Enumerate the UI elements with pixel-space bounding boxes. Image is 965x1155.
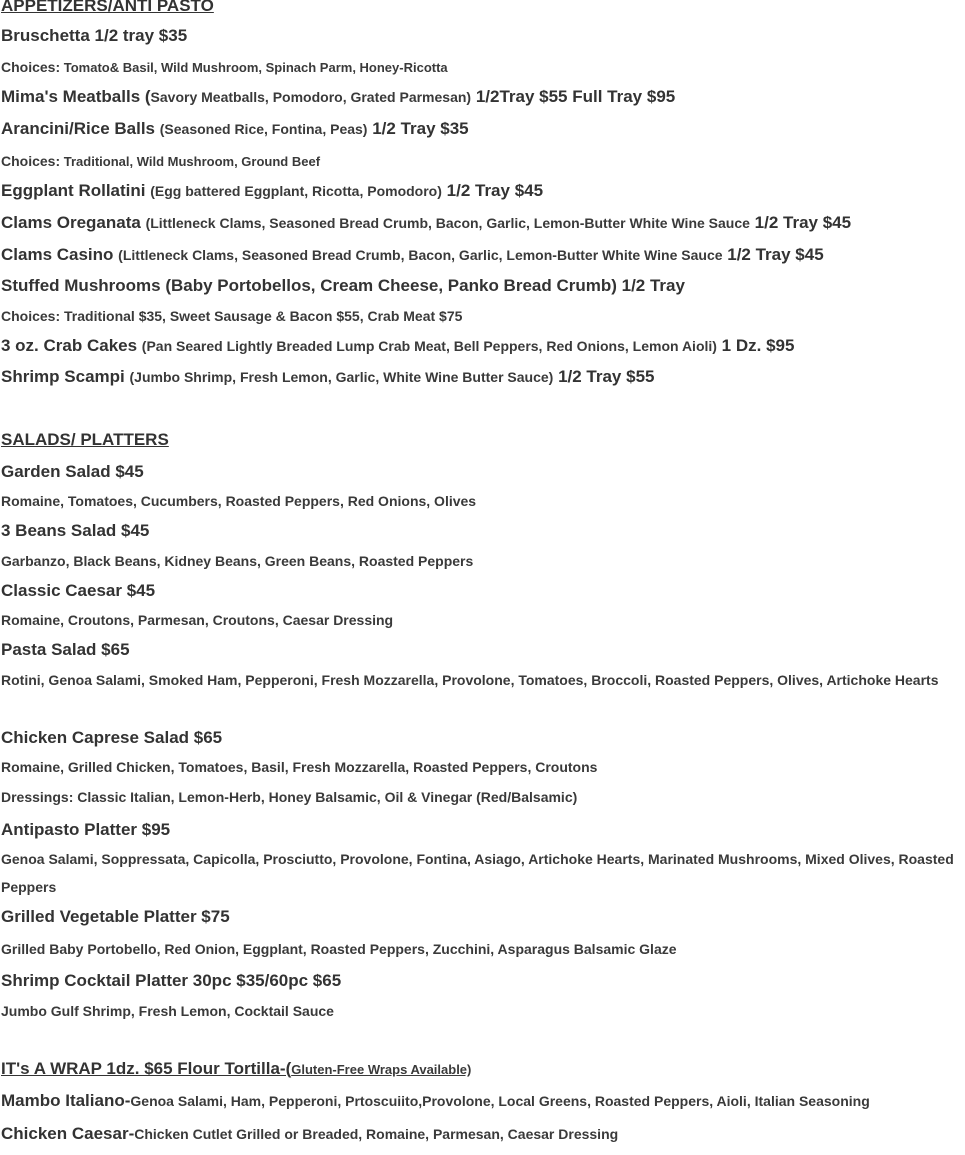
item-description: Chicken Cutlet Grilled or Breaded, Romaine, Parmesan, Caesar Dressing	[134, 1126, 619, 1142]
item-name: Eggplant Rollatini	[1, 181, 146, 200]
item-name: Clams Oreganata	[1, 213, 141, 232]
item-price: 1/2Tray $55 Full Tray $95	[475, 87, 676, 106]
item-name: 3 oz. Crab Cakes	[1, 336, 138, 355]
menu-item-crab-cakes	[1, 336, 794, 356]
item-price: 1/2 Tray $55	[558, 367, 655, 386]
item-description: (Egg battered Eggplant, Ricotta, Pomodoro)	[150, 183, 442, 199]
mushrooms-choices: Choices: Traditional $35, Sweet Sausage & Bacon $55, Crab Meat $75	[1, 308, 463, 324]
pasta-salad-description: Rotini, Genoa Salami, Smoked Ham, Pepperoni, Fresh Mozzarella, Provolone, Tomatoes, Broccoli, Roasted Peppers, Olives, Artichoke Hearts	[1, 672, 939, 688]
item-description: Savory Meatballs, Pomodoro, Grated Parmesan)	[150, 89, 472, 105]
menu-item-antipasto-platter: Antipasto Platter $95	[1, 820, 171, 839]
menu-item-arancini	[1, 119, 469, 139]
menu-item-chicken-caesar-wrap	[1, 1124, 618, 1144]
item-price: 1/2 Tray $45	[446, 181, 544, 200]
item-price: 1 Dz. $95	[721, 336, 795, 355]
menu-item-clams-oreganata	[1, 213, 851, 233]
antipasto-platter-description: Genoa Salami, Soppressata, Capicolla, Prosciutto, Provolone, Fontina, Asiago, Artichoke Hearts, Marinated Mushrooms, Mixed Olives, Roasted Peppers	[1, 851, 954, 895]
item-description: (Jumbo Shrimp, Fresh Lemon, Garlic, White Wine Butter Sauce)	[129, 369, 554, 385]
choices-label: Choices:	[1, 59, 61, 75]
item-name: Chicken Caesar-	[1, 1124, 135, 1143]
dressings-list: Dressings: Classic Italian, Lemon-Herb, Honey Balsamic, Oil & Vinegar (Red/Balsamic)	[1, 789, 578, 805]
choices-list: Tomato& Basil, Wild Mushroom, Spinach Parm, Honey-Ricotta	[63, 60, 448, 75]
item-price: 1/2 Tray $45	[754, 213, 852, 232]
choices-label: Choices:	[1, 153, 61, 169]
menu-item-shrimp-scampi	[1, 367, 654, 387]
chicken-caprese-description: Romaine, Grilled Chicken, Tomatoes, Basil, Fresh Mozzarella, Roasted Peppers, Croutons	[1, 759, 598, 775]
menu-item-eggplant	[1, 181, 543, 201]
menu-item-pasta-salad: Pasta Salad $65	[1, 640, 130, 659]
menu-item-garden-salad: Garden Salad $45	[1, 462, 144, 481]
item-description: Genoa Salami, Ham, Pepperoni, Prtoscuiito,Provolone, Local Greens, Roasted Peppers, Aioli, Italian Seasoning	[130, 1093, 870, 1109]
grilled-vegetable-description: Grilled Baby Portobello, Red Onion, Eggplant, Roasted Peppers, Zucchini, Asparagus Balsamic Glaze	[1, 941, 677, 957]
menu-item-chicken-caprese: Chicken Caprese Salad $65	[1, 728, 223, 747]
menu-item-meatballs	[1, 87, 675, 107]
menu-item-beans-salad: 3 Beans Salad $45	[1, 521, 150, 540]
choices-list: Traditional, Wild Mushroom, Ground Beef	[63, 154, 321, 169]
item-description: (Seasoned Rice, Fontina, Peas)	[159, 121, 368, 137]
menu-item-mambo-italiano	[1, 1091, 870, 1111]
item-name: Clams Casino	[1, 245, 114, 264]
menu-item-classic-caesar: Classic Caesar $45	[1, 581, 156, 600]
beans-salad-description: Garbanzo, Black Beans, Kidney Beans, Green Beans, Roasted Peppers	[1, 553, 474, 569]
wraps-heading-title: IT's A WRAP 1dz. $65 Flour Tortilla-(	[1, 1059, 292, 1078]
bruschetta-choices	[1, 59, 448, 75]
salads-heading: SALADS/ PLATTERS	[1, 430, 169, 449]
menu-item-stuffed-mushrooms: Stuffed Mushrooms (Baby Portobellos, Cream Cheese, Panko Bread Crumb) 1/2 Tray	[1, 276, 685, 295]
wraps-heading-note: Gluten-Free Wraps Available)	[291, 1062, 472, 1077]
item-name: Mima's Meatballs (	[1, 87, 151, 106]
item-price: 1/2 Tray $35	[372, 119, 469, 138]
item-description: (Pan Seared Lightly Breaded Lump Crab Meat, Bell Peppers, Red Onions, Lemon Aioli)	[141, 338, 717, 354]
item-name: Mambo Italiano-	[1, 1091, 131, 1110]
menu-item-bruschetta: Bruschetta 1/2 tray $35	[1, 26, 188, 45]
menu-item-grilled-vegetable-platter: Grilled Vegetable Platter $75	[1, 907, 230, 926]
menu-item-shrimp-cocktail-platter: Shrimp Cocktail Platter 30pc $35/60pc $65	[1, 971, 342, 990]
garden-salad-description: Romaine, Tomatoes, Cucumbers, Roasted Peppers, Red Onions, Olives	[1, 493, 477, 509]
shrimp-cocktail-description: Jumbo Gulf Shrimp, Fresh Lemon, Cocktail Sauce	[1, 1003, 334, 1019]
item-name: Arancini/Rice Balls	[1, 119, 156, 138]
arancini-choices	[1, 153, 320, 169]
classic-caesar-description: Romaine, Croutons, Parmesan, Croutons, Caesar Dressing	[1, 612, 394, 628]
appetizers-heading: APPETIZERS/ANTI PASTO	[1, 0, 214, 15]
item-description: (Littleneck Clams, Seasoned Bread Crumb, Bacon, Garlic, Lemon-Butter White Wine Sauce	[118, 247, 723, 263]
menu-item-clams-casino	[1, 245, 824, 265]
item-name: Shrimp Scampi	[1, 367, 125, 386]
item-price: 1/2 Tray $45	[727, 245, 824, 264]
wraps-heading	[1, 1059, 471, 1079]
item-description: (Littleneck Clams, Seasoned Bread Crumb, Bacon, Garlic, Lemon-Butter White Wine Sauce	[145, 215, 750, 231]
